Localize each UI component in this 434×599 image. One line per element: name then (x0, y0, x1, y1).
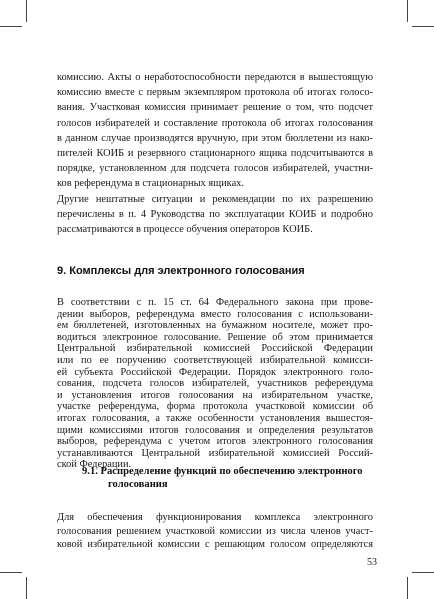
text-line: ской Федерации. (57, 459, 132, 471)
crop-mark (0, 26, 22, 27)
text-line: ей субъекта Российской Федерации. Порядок электронного голо- (57, 366, 373, 378)
text-line: Для обеспечения функционирования комплекса электронного (57, 512, 373, 523)
text-line: в данном случае производятся вручную, при этом бюллетени из нако- (57, 132, 373, 144)
text-line: комиссию вместе с первым экземпляром протокола об итогах голосо- (57, 87, 373, 99)
text-line: Другие нештатные ситуации и рекомендации по их разрешению (57, 193, 373, 205)
crop-mark (26, 577, 27, 599)
subsection-heading-line: 9.1. Распределение функций по обеспечению электронного (82, 466, 363, 477)
section-heading: 9. Комплексы для электронного голосования (57, 265, 305, 277)
text-line: итогах голосования, а также особенности установления вышестоя- (57, 413, 373, 424)
text-line: выборов, референдума с учетом итогов электронного голосования (57, 436, 373, 448)
text-line: голосования решением участковой комиссии из числа членов участ- (57, 525, 373, 537)
crop-mark (26, 0, 27, 22)
text-line: дении выборов, референдума вместо голосования с использовани- (57, 308, 373, 320)
text-line: устанавливаются Центральной избирательной комиссией Россий- (57, 447, 373, 459)
crop-mark (407, 0, 408, 22)
text-line: и установления итогов голосования на избирательном участке, (57, 389, 373, 401)
text-line: комиссию. Акты о неработоспособности передаются в вышестоящую (57, 72, 373, 83)
text-line: ем бюллетеней, изготовленных на бумажном носителе, может про- (57, 320, 373, 332)
crop-mark (0, 572, 22, 573)
text-line: порядке, установленном для подсчета голосов избирателей, участни- (57, 163, 373, 175)
text-line: перечислены в п. 4 Руководства по эксплуатации КОИБ и подробно (57, 208, 373, 220)
subsection-heading (82, 465, 382, 491)
text-line: водиться электронное голосование. Решение об этом принимается (57, 331, 373, 343)
text-line: участке референдума, форма протокола участковой комиссии об (57, 401, 373, 413)
page-number: 53 (367, 557, 377, 568)
text-line: голосов избирателей и составление протокола об итогах голосования (57, 117, 373, 129)
crop-mark (412, 26, 434, 27)
text-line: сования, подсчета голосов избирателей, участников референдума (57, 378, 373, 390)
text-line: пителей КОИБ и резервного стационарного ящика подсчитываются в (57, 148, 373, 159)
text-line: или по ее поручению соответствующей избирательной комисси- (57, 355, 373, 366)
text-line: щими комиссиями итогов голосования и определения результатов (57, 424, 373, 436)
text-line: Центральной избирательной комиссией Российской Федерации (57, 343, 373, 355)
text-line: рассматриваются в процессе обучения операторов КОИБ. (57, 224, 313, 235)
text-line: В соответствии с п. 15 ст. 64 Федерального закона при прове- (57, 297, 373, 308)
text-line: вания. Участковая комиссия принимает решение о том, что подсчет (57, 102, 373, 114)
subsection-heading-line: голосования (108, 479, 168, 490)
text-line: ковой избирательной комиссии с решающим голосом определяются (57, 539, 373, 551)
crop-mark (412, 572, 434, 573)
text-line: ков референдума в стационарных ящиках. (57, 178, 244, 190)
crop-mark (407, 577, 408, 599)
